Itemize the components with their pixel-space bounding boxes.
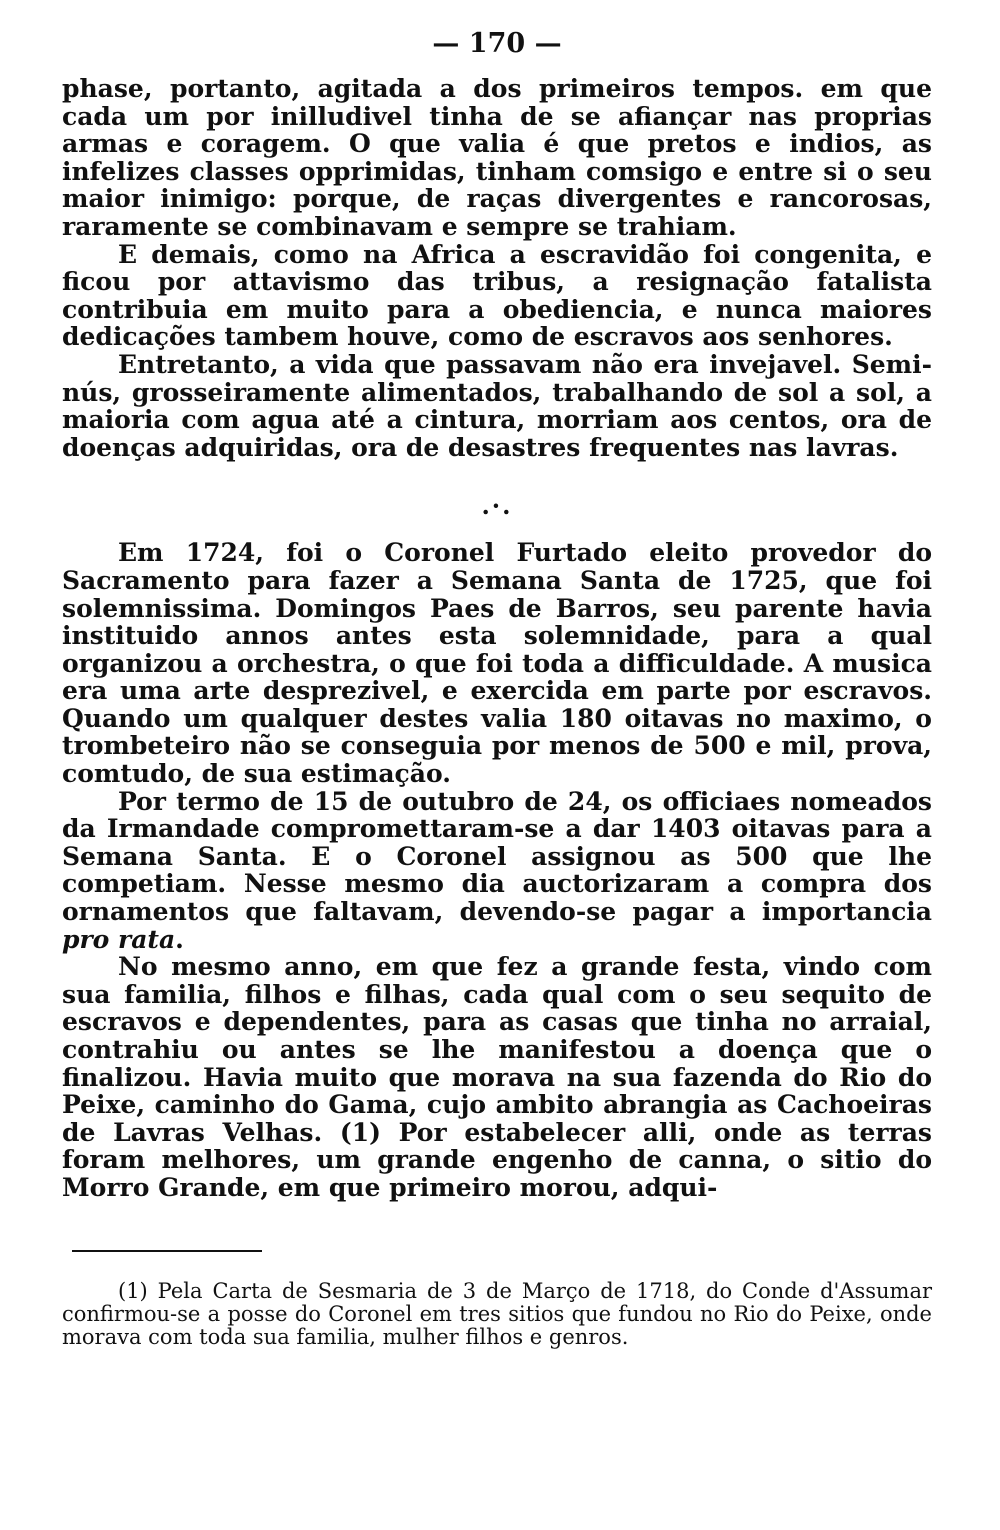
paragraph: E demais, como na Africa a escravidão foi congenita, e ficou por attavismo das tribus, a resignação fatalista contribuia em muito para a obediencia, e nunca maiores dedicações tambem houve, como de escravos aos senhores. [62,239,932,352]
italic-phrase: pro rata [62,924,176,954]
paragraph-continuation: phase, portanto, agitada a dos primeiros tempos. em que cada um por inilludivel tinha de se afiançar nas proprias armas e coragem. O que valia é que pretos e indios, as infelizes classes opprimidas, tinham comsigo e entre si o seu maior inimigo: porque, de raças divergentes e rancorosas, raramente se combinavam e sempre se trahiam. [62,74,932,241]
page-number: — 170 — [432,28,562,59]
book-page [62,28,932,1349]
paragraph: No mesmo anno, em que fez a grande festa, vindo com sua familia, filhos e filhas, cada qual com o seu sequito de escravos e dependentes, para as casas que tinha no arraial, contrahiu ou antes se lhe manifestou a doença que o finalizou. Havia muito que morava na sua fazenda do Rio do Peixe, caminho do Gama, cujo ambito abrangia as Cachoeiras de Lavras Velhas. (1) Por estabelecer alli, onde as terras foram melhores, um grande engenho de canna, o sitio do Morro Grande, em que primeiro morou, adqui- [62,952,932,1202]
section-separator: .·. [481,491,513,521]
paragraph: Entretanto, a vida que passavam não era invejavel. Semi-nús, grosseiramente alimentados, trabalhando de sol a sol, a maioria com agua até a cintura, morriam aos centos, ora de doenças adquiridas, ora de desastres frequentes nas lavras. [62,349,932,462]
footnote-rule [72,1250,262,1252]
paragraph [62,788,932,954]
body-text [62,75,932,1202]
paragraph-text-end: . [175,924,184,954]
paragraph-text: Por termo de 15 de outubro de 24, os officiaes nomeados da Irmandade compromettaram-se a dar 1403 oitavas para a Semana Santa. E o Coronel assignou as 500 que lhe competiam. Nesse mesmo dia auctorizaram a compra dos ornamentos que faltavam, devendo-se pagar a importancia [62,786,932,927]
paragraph: Em 1724, foi o Coronel Furtado eleito provedor do Sacramento para fazer a Semana Santa de 1725, que foi solemnissima. Domingos Paes de Barros, seu parente havia instituido annos antes esta solemnidade, para a qual organizou a orchestra, o que foi toda a difficuldade. A musica era uma arte desprezivel, e exercida em parte por escravos. Quando um qualquer destes valia 180 oitavas no maximo, o trombeteiro não se conseguia por menos de 500 e mil, prova, comtudo, de sua estimação. [62,538,932,789]
footnote: (1) Pela Carta de Sesmaria de 3 de Março de 1718, do Conde d'Assumar confirmou-se a posse do Coronel em tres sitios que fundou no Rio do Peixe, onde morava com toda sua familia, mulher filhos e genros. [62,1278,932,1349]
